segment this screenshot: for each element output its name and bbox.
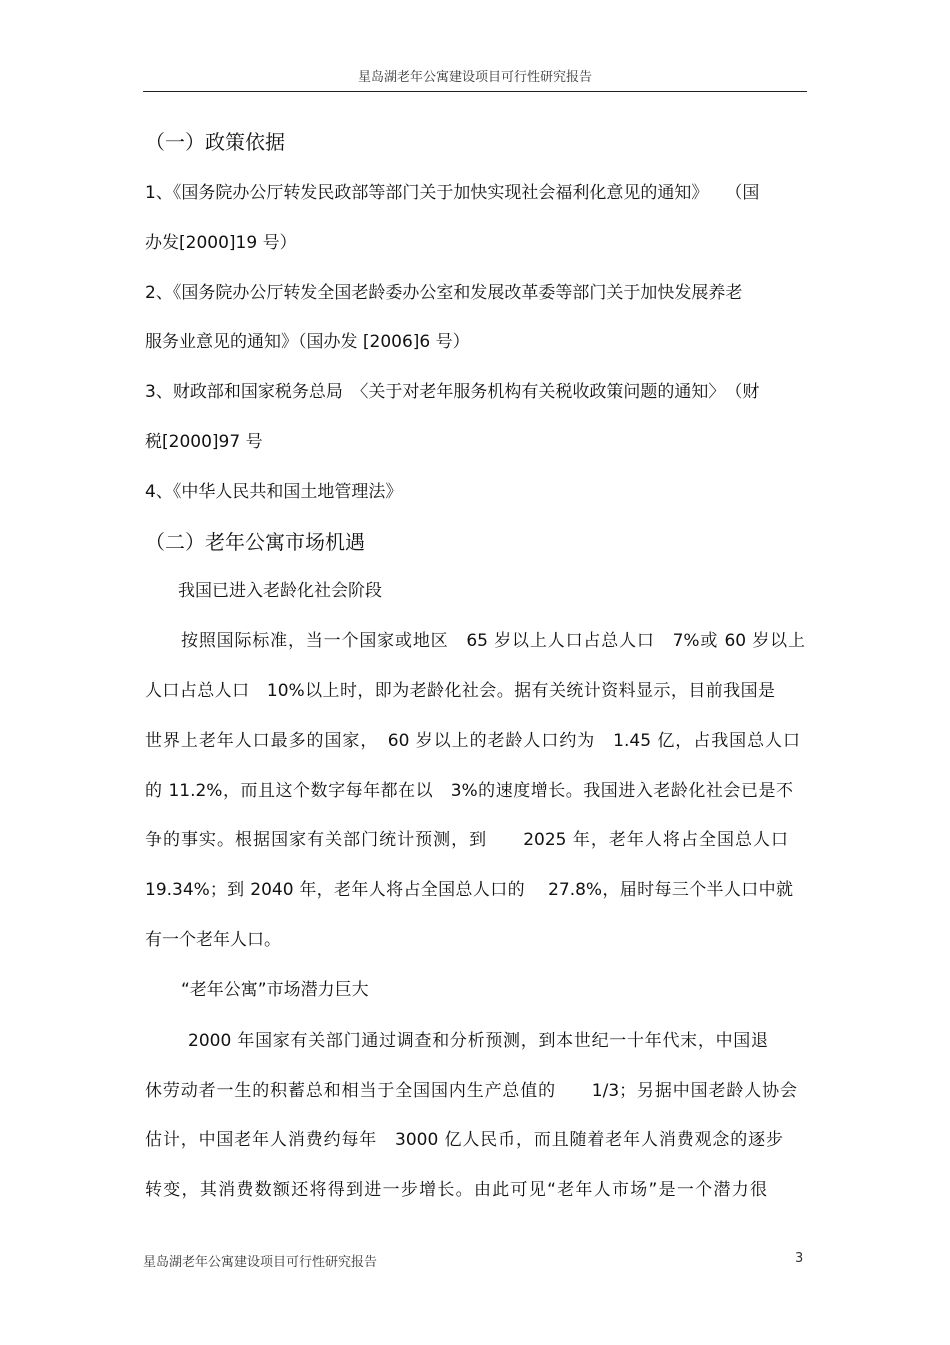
page-header: 星岛湖老年公寓建设项目可行性研究报告 <box>357 70 592 85</box>
section-heading-policy: （一）政策依据 <box>145 130 285 154</box>
paragraph-line: 争的事实。根据国家有关部门统计预测，到 2025 年，老年人将占全国总人口 <box>145 830 788 850</box>
paragraph-line: 世界上老年人口最多的国家， 60 岁以上的老龄人口约为 1.45 亿，占我国总人口 <box>145 731 800 751</box>
policy-item-1: 1、《国务院办公厅转发民政部等部门关于加快实现社会福利化意见的通知》 （国 <box>145 183 760 203</box>
subheading-market-potential: “老年公寓”市场潜力巨大 <box>181 980 369 1000</box>
paragraph-line: 按照国际标准，当一个国家或地区 65 岁以上人口占总人口 7%或 60 岁以上 <box>181 631 805 651</box>
subheading-aging: 我国已进入老龄化社会阶段 <box>178 581 382 601</box>
paragraph-line: 的 11.2%，而且这个数字每年都在以 3%的速度增长。我国进入老龄化社会已是不 <box>145 781 793 801</box>
paragraph-line: 转变，其消费数额还将得到进一步增长。由此可见“老年人市场”是一个潜力很 <box>145 1180 767 1200</box>
policy-item-4: 4、《中华人民共和国土地管理法》 <box>145 482 403 502</box>
page-number: 3 <box>795 1251 804 1266</box>
policy-item-2: 2、《国务院办公厅转发全国老龄委办公室和发展改革委等部门关于加快发展养老 <box>145 283 743 303</box>
paragraph-line: 休劳动者一生的积蓄总和相当于全国国内生产总值的 1/3；另据中国老龄人协会 <box>145 1081 797 1101</box>
paragraph-line: 有一个老年人口。 <box>145 930 281 950</box>
page-footer: 星岛湖老年公寓建设项目可行性研究报告 <box>143 1255 378 1270</box>
paragraph-line: 2000 年国家有关部门通过调查和分析预测，到本世纪一十年代末，中国退 <box>188 1031 768 1051</box>
paragraph-line: 估计，中国老年人消费约每年 3000 亿人民币，而且随着老年人消费观念的逐步 <box>145 1130 783 1150</box>
paragraph-line: 人口占总人口 10%以上时，即为老龄化社会。据有关统计资料显示，目前我国是 <box>145 681 775 701</box>
policy-item-3: 3、财政部和国家税务总局 〈关于对老年服务机构有关税收政策问题的通知〉 （财 <box>145 382 760 402</box>
header-divider <box>143 91 807 92</box>
policy-item-2-cont: 服务业意见的通知》（国办发 [2006]6 号） <box>145 332 470 352</box>
policy-item-1-cont: 办发[2000]19 号） <box>145 233 297 253</box>
policy-item-3-cont: 税[2000]97 号 <box>145 432 263 452</box>
paragraph-line: 19.34%；到 2040 年，老年人将占全国总人口的 27.8%，届时每三个半人口中就 <box>145 880 793 900</box>
section-heading-market: （二）老年公寓市场机遇 <box>145 530 365 554</box>
